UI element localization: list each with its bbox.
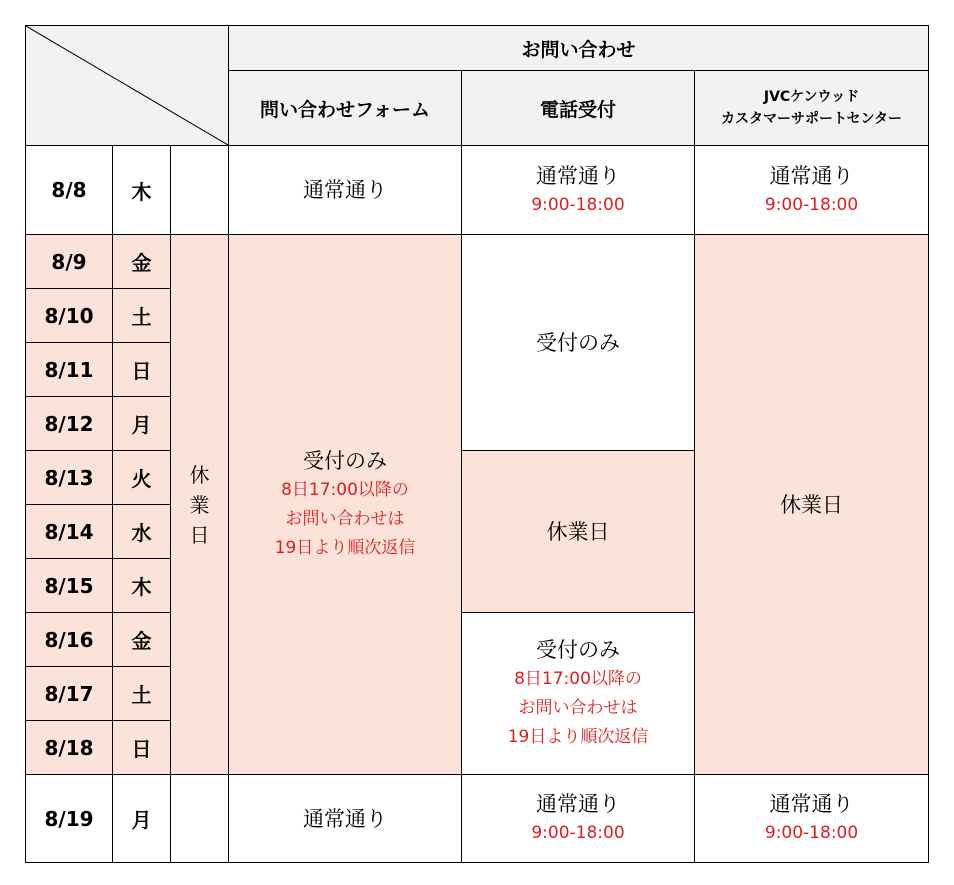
weekday-cell: 日 <box>113 343 171 397</box>
weekday-cell: 土 <box>113 667 171 721</box>
date-cell: 8/14 <box>26 505 113 559</box>
date-cell: 8/12 <box>26 397 113 451</box>
phone-period-cell-3 <box>462 613 695 775</box>
support-status: 通常通り <box>769 163 854 188</box>
phone-period-cell-1 <box>462 235 695 451</box>
holiday-schedule-table <box>25 25 929 863</box>
holiday-char: 業 <box>189 492 210 517</box>
phone-period-status-2: 休業日 <box>546 519 610 544</box>
holiday-vertical-cell <box>171 235 229 775</box>
form-period-status: 受付のみ <box>303 449 388 473</box>
phone-hours: 9:00-18:00 <box>531 194 625 215</box>
weekday-cell: 月 <box>113 397 171 451</box>
phone-period-note2: お問い合わせは <box>518 698 638 718</box>
support-status: 通常通り <box>769 792 854 816</box>
support-status-cell <box>695 146 929 235</box>
phone-header: 電話受付 <box>462 71 695 146</box>
support-center-header <box>695 71 929 146</box>
status-cell-empty <box>171 775 229 863</box>
weekday-cell: 土 <box>113 289 171 343</box>
weekday-cell: 木 <box>113 146 171 235</box>
phone-status: 通常通り <box>536 792 621 816</box>
status-cell-empty <box>171 146 229 235</box>
holiday-char: 日 <box>189 522 210 547</box>
weekday-cell: 月 <box>113 775 171 863</box>
form-header: 問い合わせフォーム <box>229 71 462 146</box>
corner-cell <box>26 26 229 146</box>
support-header-line1: JVCケンウッド <box>763 89 860 105</box>
support-period-status: 休業日 <box>780 492 844 517</box>
phone-period-note3: 19日より順次返信 <box>507 727 649 747</box>
support-hours: 9:00-18:00 <box>764 194 859 215</box>
support-period-cell <box>695 235 929 775</box>
support-status-cell <box>695 775 929 863</box>
phone-period-note1: 8日17:00以降の <box>514 669 642 689</box>
weekday-cell: 水 <box>113 505 171 559</box>
weekday-cell: 金 <box>113 235 171 289</box>
date-cell: 8/19 <box>26 775 113 863</box>
form-status-cell <box>229 146 462 235</box>
weekday-cell: 火 <box>113 451 171 505</box>
support-hours: 9:00-18:00 <box>764 823 859 843</box>
form-status: 通常通り <box>303 178 388 202</box>
date-cell: 8/13 <box>26 451 113 505</box>
form-period-note1: 8日17:00以降の <box>281 480 409 500</box>
form-status: 通常通り <box>303 806 388 831</box>
form-status-cell <box>229 775 462 863</box>
phone-status-cell <box>462 775 695 863</box>
phone-period-status-1: 受付のみ <box>536 330 621 355</box>
diagonal-line <box>26 26 228 145</box>
support-header-line2: カスタマーサポートセンター <box>721 111 903 127</box>
form-period-note2: お問い合わせは <box>285 509 405 529</box>
date-cell: 8/16 <box>26 613 113 667</box>
phone-status-cell <box>462 146 695 235</box>
form-period-cell <box>229 235 462 775</box>
weekday-cell: 木 <box>113 559 171 613</box>
weekday-cell: 金 <box>113 613 171 667</box>
form-period-note3: 19日より順次返信 <box>274 538 416 558</box>
date-cell: 8/8 <box>26 146 113 235</box>
phone-period-status-3: 受付のみ <box>536 638 621 662</box>
date-cell: 8/18 <box>26 721 113 775</box>
inquiry-header: お問い合わせ <box>229 26 929 71</box>
holiday-char: 休 <box>189 462 210 487</box>
date-cell: 8/11 <box>26 343 113 397</box>
phone-period-cell-2 <box>462 451 695 613</box>
date-cell: 8/9 <box>26 235 113 289</box>
weekday-cell: 日 <box>113 721 171 775</box>
date-cell: 8/10 <box>26 289 113 343</box>
phone-status: 通常通り <box>536 163 621 188</box>
date-cell: 8/15 <box>26 559 113 613</box>
phone-hours: 9:00-18:00 <box>531 823 625 843</box>
date-cell: 8/17 <box>26 667 113 721</box>
